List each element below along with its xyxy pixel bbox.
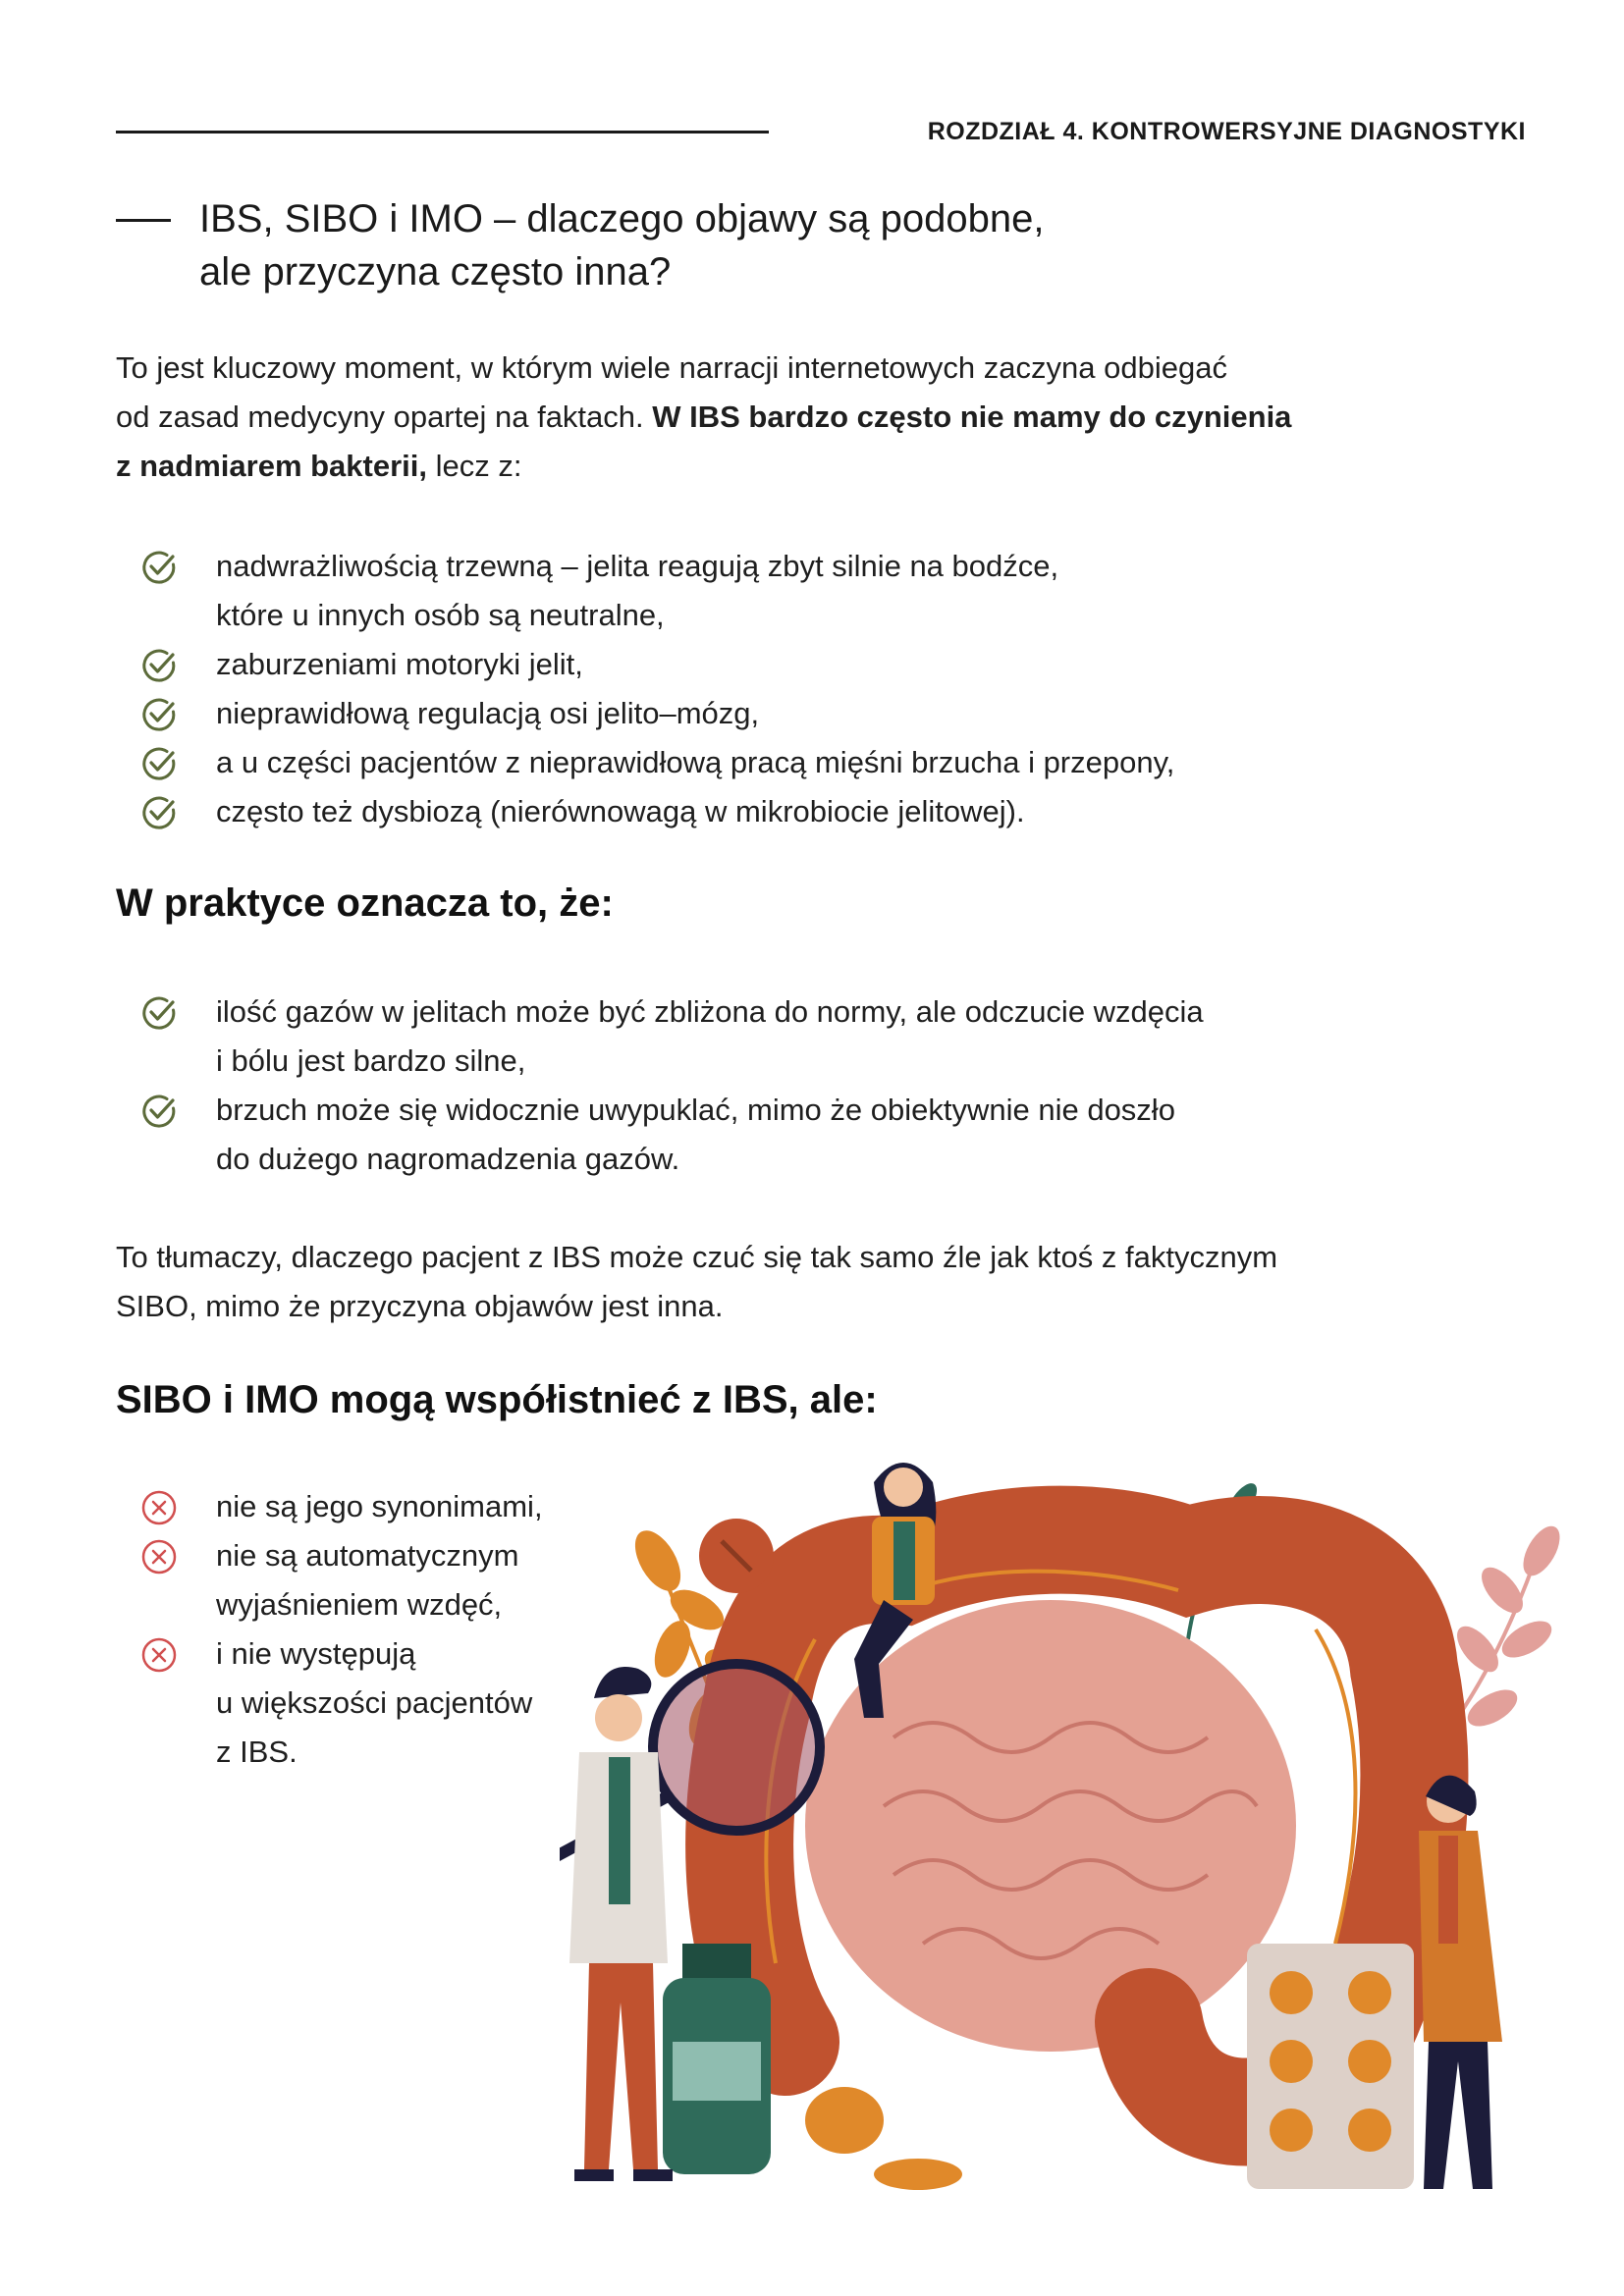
check-circle-icon [137, 991, 181, 1035]
x-circle-icon [137, 1486, 181, 1529]
section-title [199, 192, 1044, 298]
check-circle-icon [137, 546, 181, 589]
intro-text: lecz z: [427, 449, 522, 483]
x-circle-icon [137, 1535, 181, 1578]
list-item-text: nie są automatycznym [216, 1538, 519, 1573]
list-item [137, 640, 1174, 689]
chapter-header: ROZDZIAŁ 4. KONTROWERSYJNE DIAGNOSTYKI [927, 118, 1526, 145]
list-item-text: do dużego nagromadzenia gazów. [216, 1142, 680, 1176]
header-rule [116, 131, 769, 133]
list-item [137, 689, 1174, 738]
list-item [137, 988, 1204, 1086]
explain-line: SIBO, mimo że przyczyna objawów jest inna. [116, 1289, 724, 1323]
list-item-text: ilość gazów w jelitach może być zbliżona do normy, ale odczucie wzdęcia [216, 994, 1204, 1029]
check-circle-icon [137, 693, 181, 736]
practice-list [137, 988, 1204, 1184]
list-item [137, 1482, 543, 1531]
check-circle-icon [137, 1090, 181, 1133]
section-title-line: ale przyczyna często inna? [199, 250, 672, 294]
list-item [137, 1086, 1204, 1184]
list-item-text: u większości pacjentów [216, 1685, 533, 1720]
list-item-text: nie są jego synonimami, [216, 1489, 543, 1523]
coexist-list [137, 1482, 543, 1777]
intro-text: od zasad medycyny opartej na faktach. [116, 400, 653, 434]
intro-bold: z nadmiarem bakterii, [116, 449, 428, 483]
check-circle-icon [137, 791, 181, 834]
section-title-line: IBS, SIBO i IMO – dlaczego objawy są podobne, [199, 197, 1045, 240]
check-circle-icon [137, 644, 181, 687]
x-circle-icon [137, 1633, 181, 1677]
check-circle-icon [137, 742, 181, 785]
list-item [137, 738, 1174, 787]
title-dash [116, 219, 171, 222]
blister-pack [1247, 1944, 1414, 2189]
intro-bold: W IBS bardzo często nie mamy do czynienia [652, 400, 1292, 434]
causes-list [137, 542, 1174, 836]
list-item-text: a u części pacjentów z nieprawidłową pracą mięśni brzucha i przepony, [216, 745, 1175, 779]
list-item-text: nieprawidłową regulacją osi jelito–mózg, [216, 696, 760, 730]
list-item-text: i nie występują [216, 1636, 416, 1671]
list-item [137, 1531, 543, 1629]
tablet-flat [874, 2159, 962, 2190]
tablet [805, 2087, 884, 2154]
intro-paragraph [116, 344, 1530, 491]
intro-line: To jest kluczowy moment, w którym wiele narracji internetowych zaczyna odbiegać [116, 350, 1227, 385]
practice-heading: W praktyce oznacza to, że: [116, 881, 614, 925]
list-item-text: często też dysbiozą (nierównowagą w mikrobiocie jelitowej). [216, 794, 1025, 828]
intestine-illustration [560, 1414, 1581, 2228]
coexist-heading: SIBO i IMO mogą współistnieć z IBS, ale: [116, 1378, 878, 1421]
list-item-text: nadwrażliwością trzewną – jelita reagują zbyt silnie na bodźce, [216, 549, 1059, 583]
list-item-text: zaburzeniami motoryki jelit, [216, 647, 583, 681]
list-item-text: które u innych osób są neutralne, [216, 598, 665, 632]
woman-right [1419, 1776, 1502, 2189]
list-item-text: brzuch może się widocznie uwypuklać, mimo że obiektywnie nie doszło [216, 1093, 1175, 1127]
list-item-text: z IBS. [216, 1735, 298, 1769]
list-item-text: i bólu jest bardzo silne, [216, 1043, 526, 1078]
list-item [137, 542, 1174, 640]
list-item [137, 787, 1174, 836]
explain-paragraph [116, 1233, 1530, 1331]
list-item [137, 1629, 543, 1777]
explain-line: To tłumaczy, dlaczego pacjent z IBS może czuć się tak samo źle jak ktoś z faktycznym [116, 1240, 1278, 1274]
list-item-text: wyjaśnieniem wzdęć, [216, 1587, 503, 1622]
